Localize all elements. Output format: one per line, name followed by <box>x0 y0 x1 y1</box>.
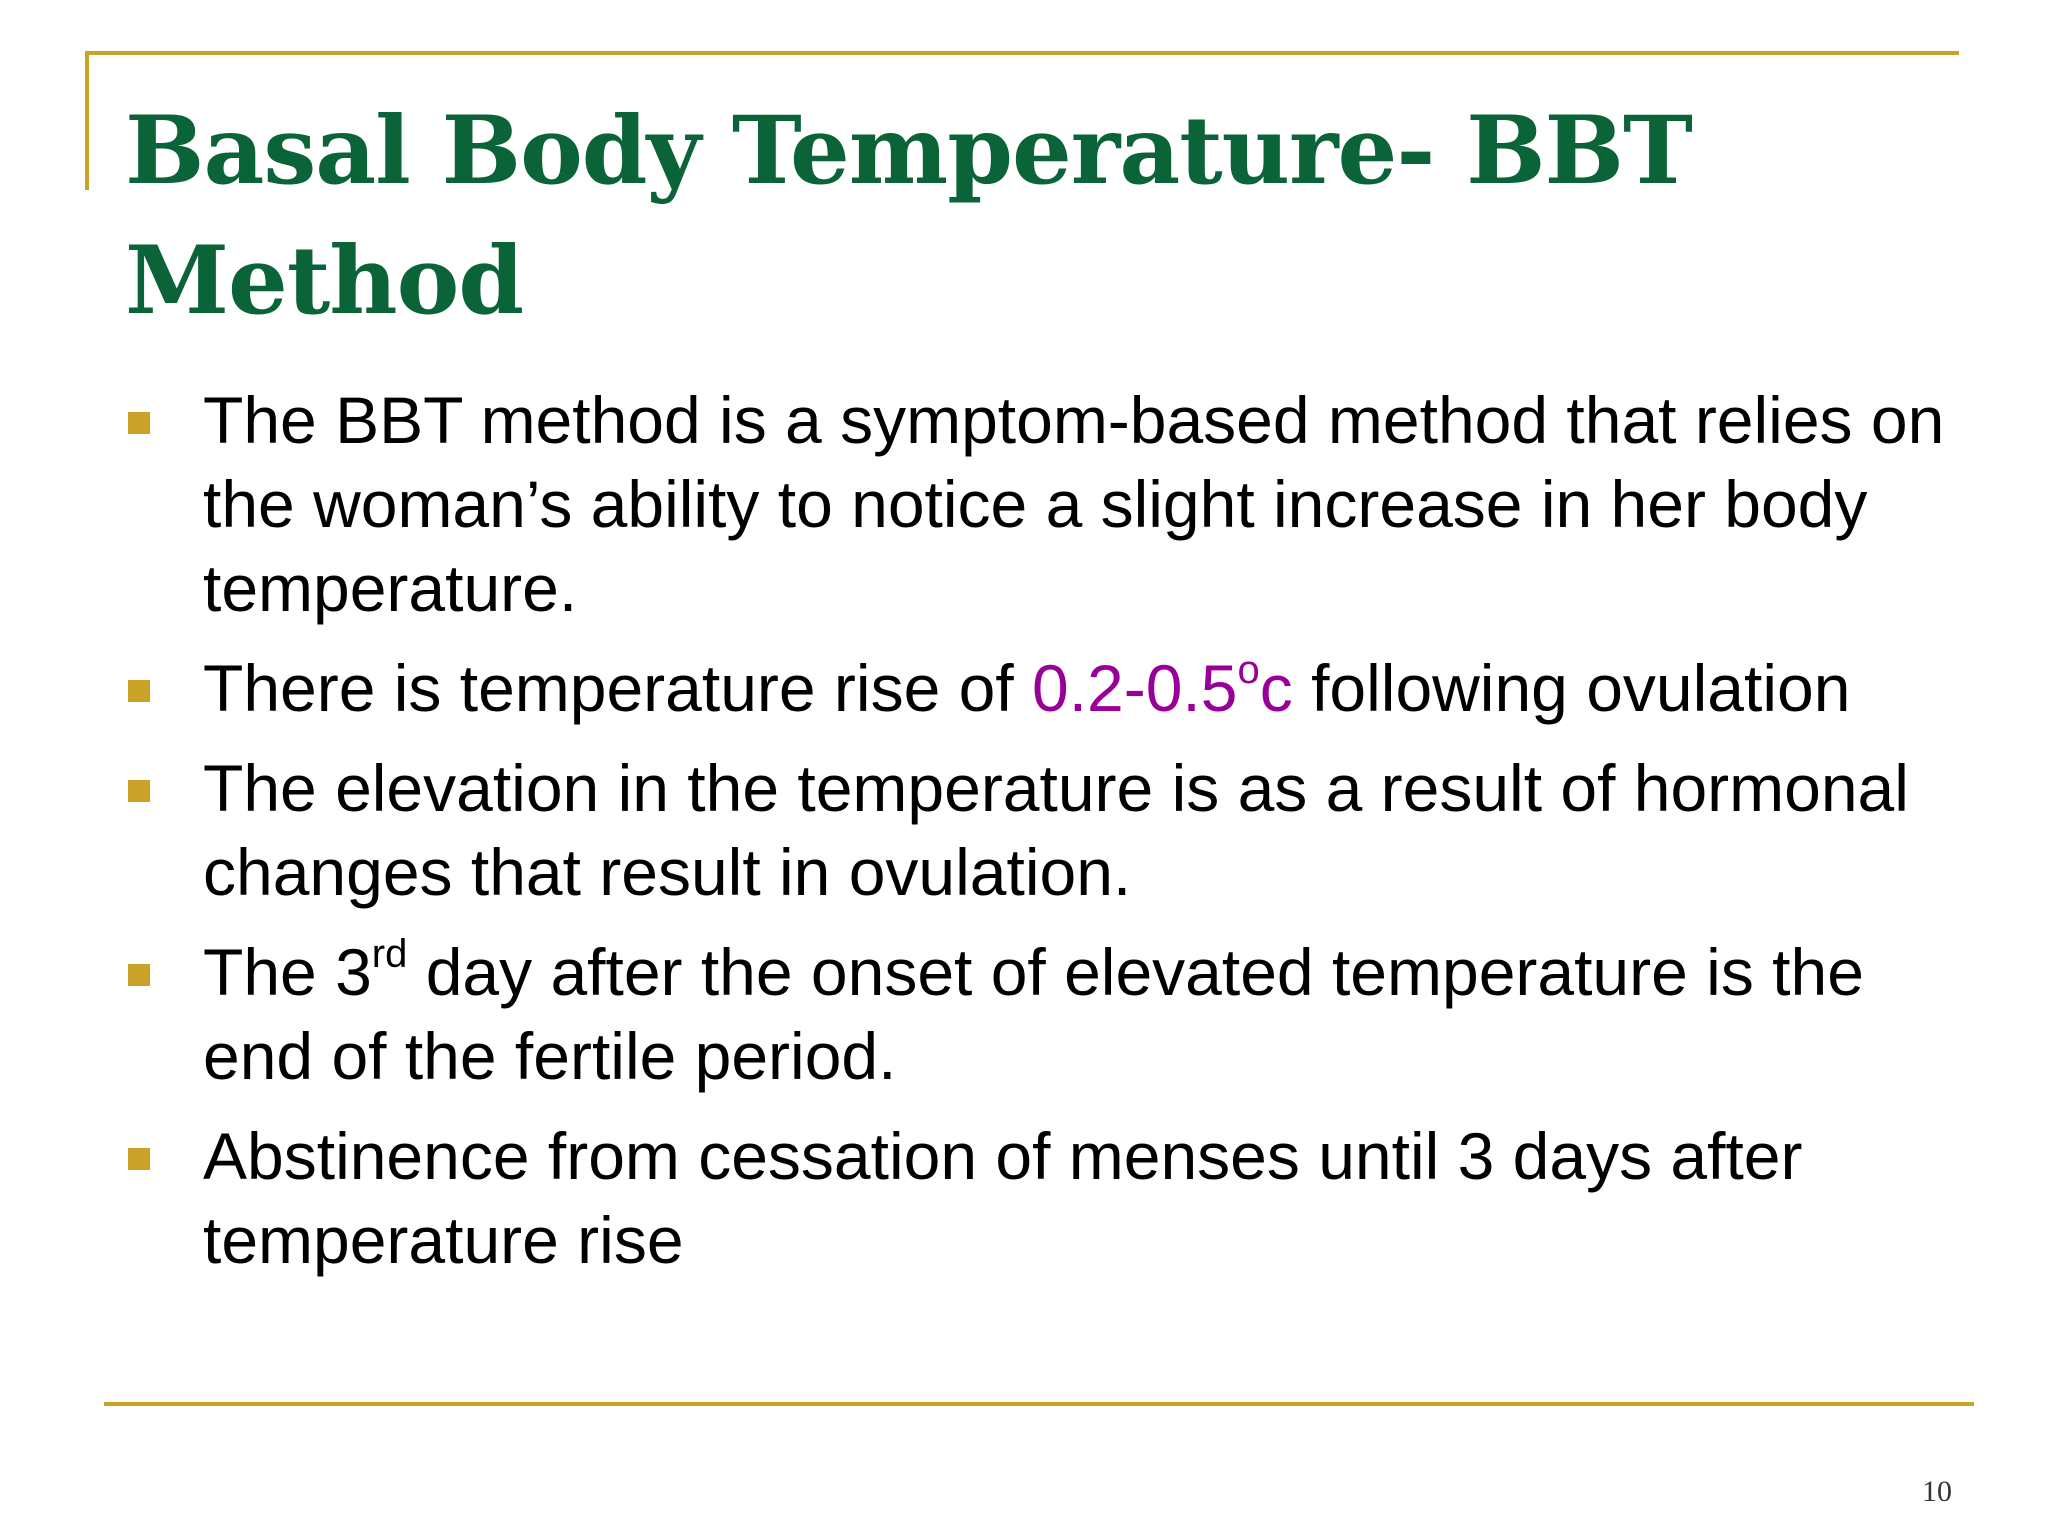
top-accent-rule <box>85 51 1959 55</box>
degree-superscript: o <box>1237 648 1260 692</box>
bullet-item <box>125 746 1985 914</box>
page-number: 10 <box>1922 1475 1952 1508</box>
bullet-text-after: day after the onset of elevated temperature is the end of the fertile period. <box>203 935 1864 1093</box>
square-bullet-icon <box>128 412 150 434</box>
bullet-text: The elevation in the temperature is as a result of hormonal changes that result in ovulation. <box>203 751 1909 909</box>
bullet-item <box>125 1114 1985 1282</box>
temperature-range-value: 0.2-0.5 <box>1032 651 1238 725</box>
bullet-text-before: There is temperature rise of <box>203 651 1032 725</box>
temperature-range <box>1032 648 1293 725</box>
temperature-unit: c <box>1259 651 1293 725</box>
bullet-text: Abstinence from cessation of menses until 3 days after temperature rise <box>203 1119 1803 1277</box>
bullet-text-after: following ovulation <box>1292 651 1851 725</box>
square-bullet-icon <box>128 964 150 986</box>
square-bullet-icon <box>128 780 150 802</box>
ordinal-superscript: rd <box>371 932 408 976</box>
bullet-item <box>125 378 1985 630</box>
bullet-list <box>125 378 1985 1298</box>
square-bullet-icon <box>128 680 150 702</box>
bullet-text-before: The 3 <box>203 935 372 1009</box>
bullet-item <box>125 930 1985 1098</box>
bullet-text: The BBT method is a symptom-based method that relies on the woman’s ability to notice a slight increase in her body temperature. <box>203 383 1945 625</box>
bullet-item <box>125 646 1985 730</box>
bottom-accent-rule <box>104 1402 1974 1406</box>
left-accent-rule <box>85 51 89 190</box>
square-bullet-icon <box>128 1148 150 1170</box>
slide-title: Basal Body Temperature- BBT Method <box>125 96 1692 336</box>
